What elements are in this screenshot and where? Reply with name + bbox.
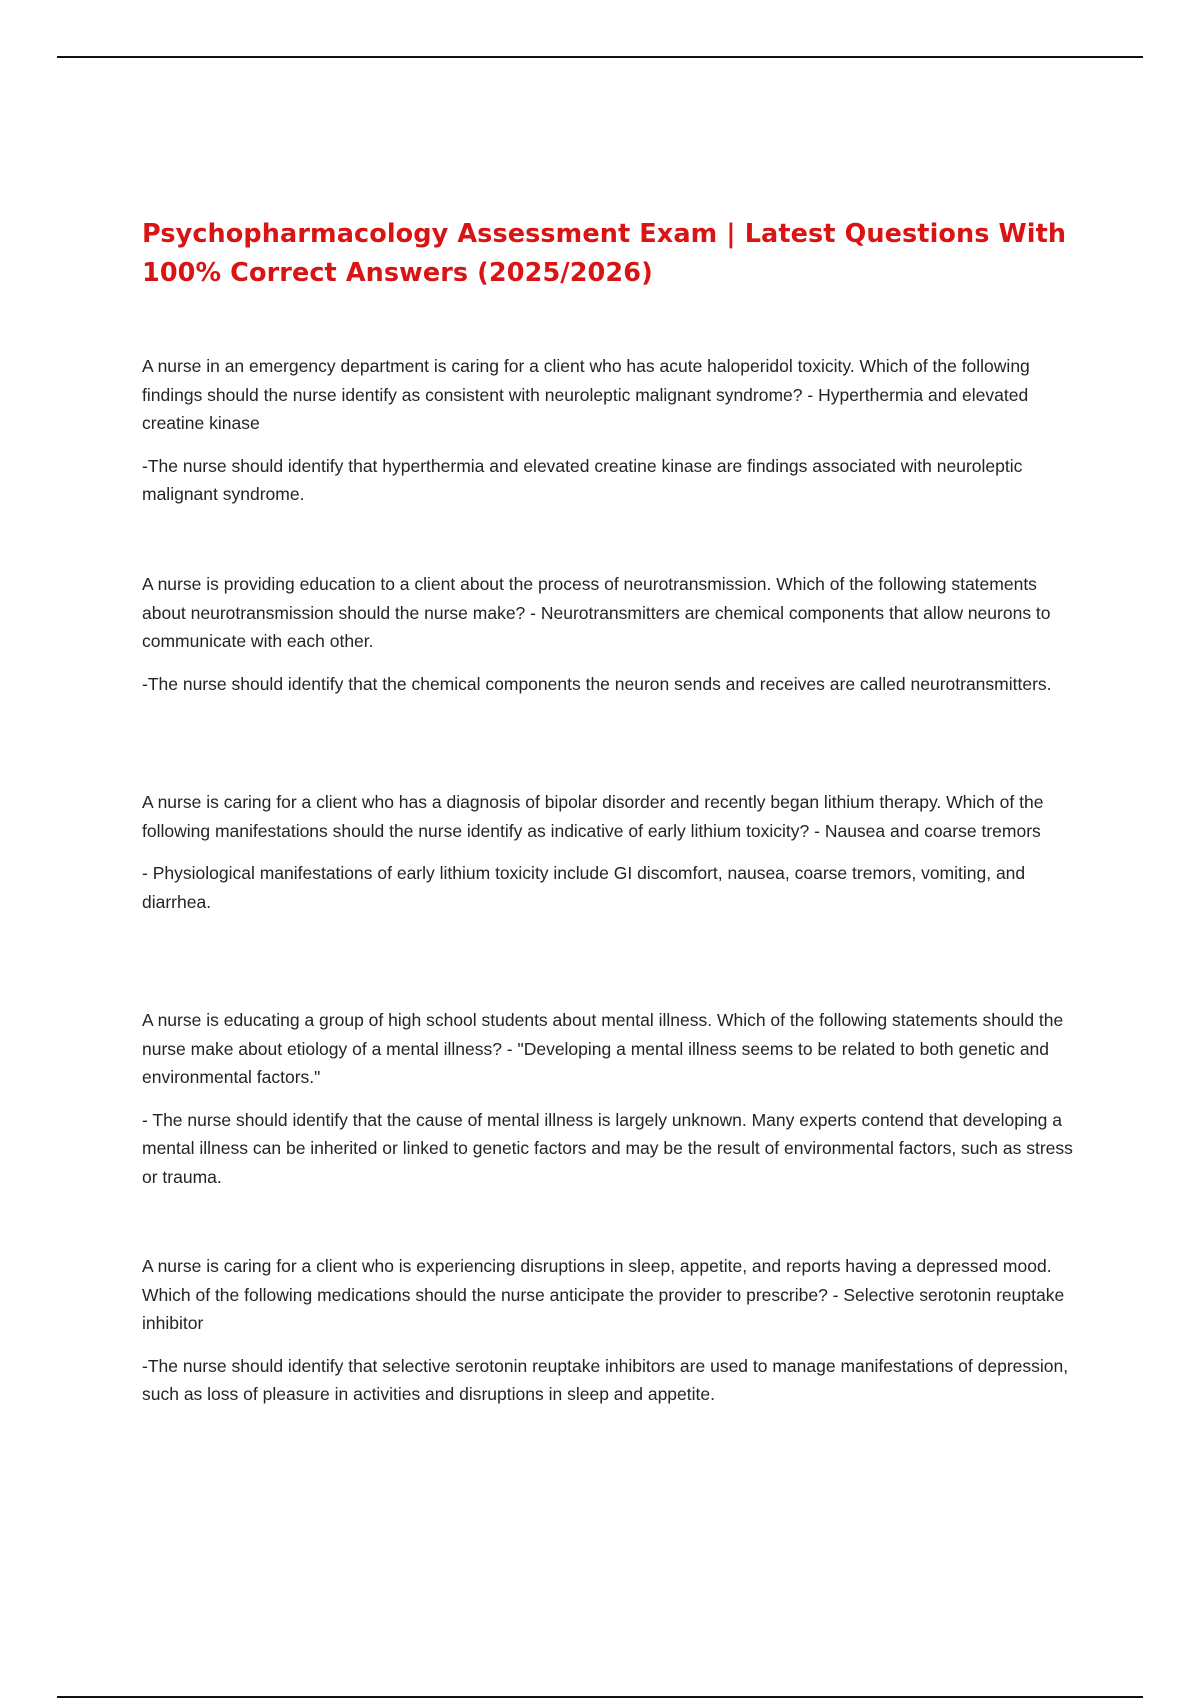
qa-item (142, 788, 1082, 916)
qa-item (142, 1006, 1082, 1191)
qa-item (142, 1252, 1082, 1409)
rationale-text: - The nurse should identify that the cause of mental illness is largely unknown. Many experts contend that developing a mental illness can be inherited or linked to genetic factors and may be the result of environmental factors, such as stress or trauma. (142, 1109, 1073, 1187)
rationale-text: -The nurse should identify that selective serotonin reuptake inhibitors are used to manage manifestations of depression, such as loss of pleasure in activities and disruptions in sleep and appetite. (142, 1355, 1069, 1404)
question-text: A nurse is caring for a client who has a diagnosis of bipolar disorder and recently began lithium therapy. Which of the following manifestations should the nurse identify as indicative of early lithium toxicity? - Nausea and coarse tremors (142, 792, 1044, 841)
bottom-rule (57, 1696, 1143, 1698)
question-text: A nurse is providing education to a client about the process of neurotransmission. Which of the following statements about neurotransmission should the nurse make? - Neurotransmitters are chemical components that allow neurons to communicate with each other. (142, 574, 1051, 651)
document-title: Psychopharmacology Assessment Exam | Latest Questions With 100% Correct Answers (2025/2026) (142, 219, 1067, 288)
rationale-text: - Physiological manifestations of early lithium toxicity include GI discomfort, nausea, coarse tremors, vomiting, and diarrhea. (142, 863, 1026, 912)
question-text: A nurse is educating a group of high school students about mental illness. Which of the following statements should the nurse make about etiology of a mental illness? - "Developing a mental illness seems to be related to both genetic and environmental factors." (142, 1010, 1064, 1087)
question-text: A nurse in an emergency department is caring for a client who has acute haloperidol toxicity. Which of the following findings should the nurse identify as consistent with neuroleptic malignant syndrome? - Hyperthermia and elevated creatine kinase (142, 356, 1030, 433)
top-rule (57, 56, 1143, 58)
qa-item (142, 570, 1082, 698)
question-text: A nurse is caring for a client who is experiencing disruptions in sleep, appetite, and reports having a depressed mood. Which of the following medications should the nurse anticipate the provider to prescribe? - Selective serotonin reuptake inhibitor (142, 1256, 1065, 1333)
rationale-text: -The nurse should identify that the chemical components the neuron sends and receives are called neurotransmitters. (142, 673, 1052, 694)
qa-item (142, 352, 1082, 509)
rationale-text: -The nurse should identify that hyperthermia and elevated creatine kinase are findings associated with neuroleptic malignant syndrome. (142, 455, 1023, 504)
